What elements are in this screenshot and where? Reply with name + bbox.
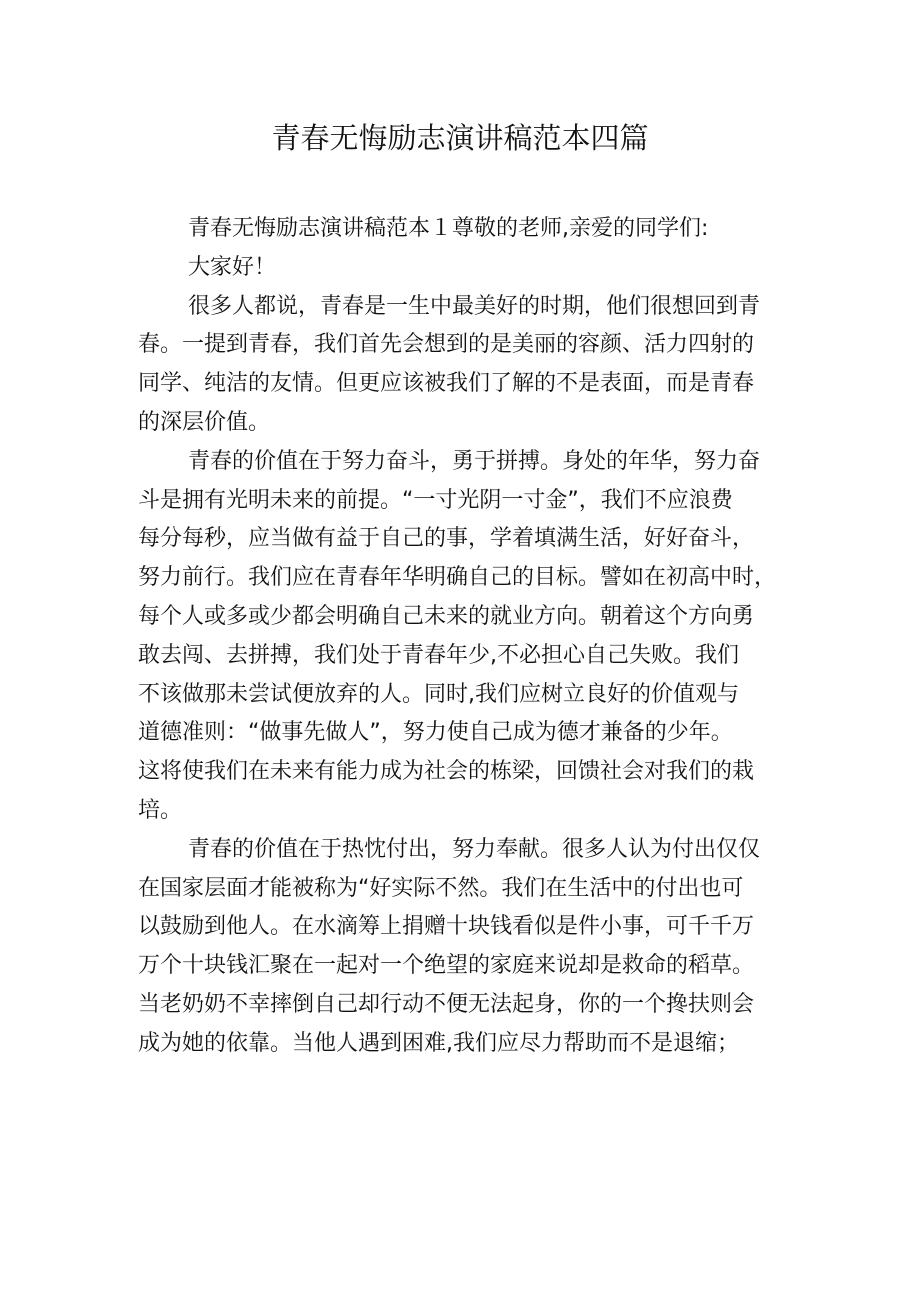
text-line: 每分每秒，应当做有益于自己的事，学着填满生活，好好奋斗，: [138, 526, 755, 552]
text-line: 万个十块钱汇聚在一起对一个绝望的家庭来说却是救命的稻草。: [138, 953, 755, 979]
text-line: 在国家层面才能被称为“好实际不然。我们在生活中的付出也可: [138, 875, 744, 901]
text-line: 敢去闯、去拼搏，我们处于青春年少,不必担心自己失败。我们: [138, 642, 739, 668]
text-line: 青春的价值在于努力奋斗，勇于拼搏。身处的年华，努力奋: [188, 448, 761, 474]
text-line: 春。一提到青春，我们首先会想到的是美丽的容颜、活力四射的: [138, 332, 755, 358]
text-line: 青春的价值在于热忱付出，努力奉献。很多人认为付出仅仅: [188, 836, 761, 862]
text-line: 的深层价值。: [138, 409, 271, 435]
text-line: 青春无悔励志演讲稿范本１尊敬的老师,亲爱的同学们:: [188, 216, 709, 241]
text-line: 同学、纯洁的友情。但更应该被我们了解的不是表面，而是青春: [138, 371, 755, 397]
text-line: 每个人或多或少都会明确自己未来的就业方向。朝着这个方向勇: [138, 603, 755, 629]
text-line: 斗是拥有光明未来的前提。“一寸光阴一寸金”，我们不应浪费: [138, 487, 733, 513]
text-line: 培。: [138, 797, 183, 823]
document-body: [138, 210, 790, 1064]
text-line: 这将使我们在未来有能力成为社会的栋梁，回馈社会对我们的栽: [138, 759, 755, 785]
text-line: 道德准则：“做事先做人”，努力使自己成为德才兼备的少年。: [138, 720, 733, 746]
text-line: 很多人都说，青春是一生中最美好的时期，他们很想回到青: [188, 293, 761, 319]
text-line: 成为她的依靠。当他人遇到困难,我们应尽力帮助而不是退缩；: [138, 1030, 739, 1056]
document-title: 青春无悔励志演讲稿范本四篇: [271, 121, 649, 155]
text-line: 以鼓励到他人。在水滴筹上捐赠十块钱看似是件小事，可千千万: [138, 914, 755, 940]
text-line: 大家好！: [188, 254, 277, 280]
text-line: 努力前行。我们应在青春年华明确自己的目标。譬如在初高中时，: [138, 565, 777, 591]
text-line: 不该做那未尝试便放弃的人。同时,我们应树立良好的价值观与: [138, 681, 739, 707]
text-line: 当老奶奶不幸摔倒自己却行动不便无法起身，你的一个搀扶则会: [138, 991, 755, 1017]
